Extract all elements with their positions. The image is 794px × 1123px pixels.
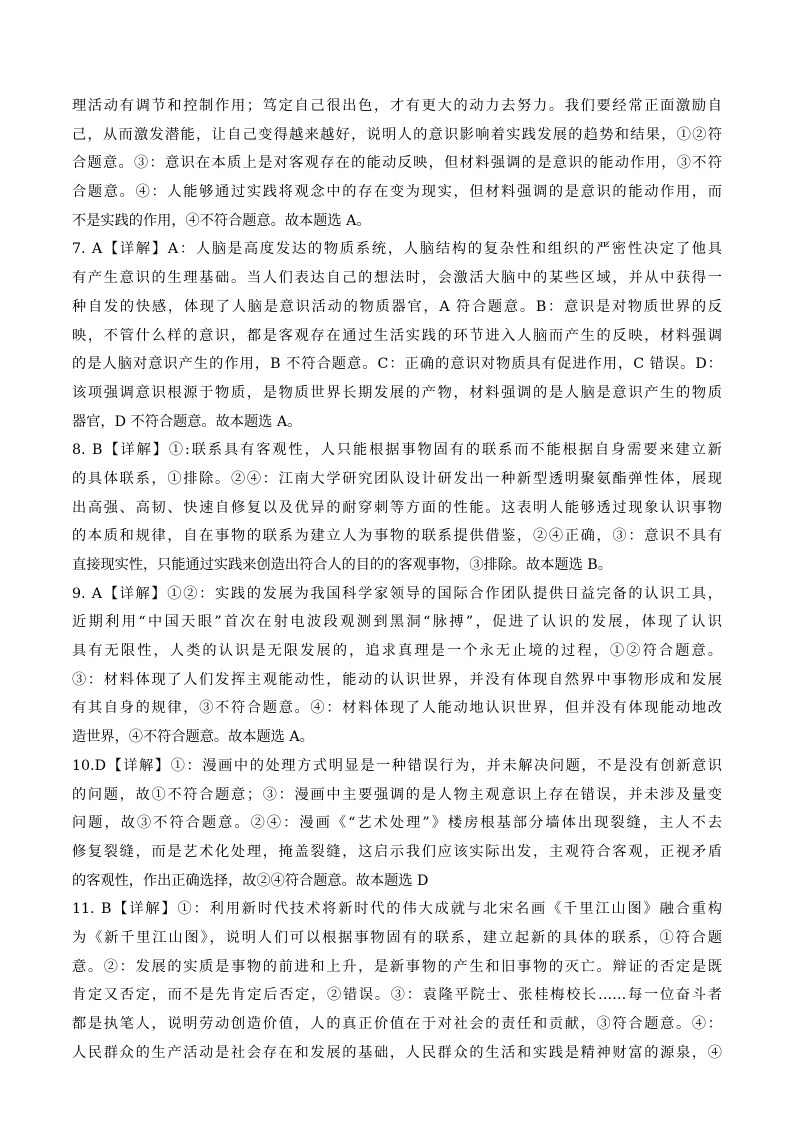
text-line: 意。②：发展的实质是事物的前进和上升，是新事物的产生和旧事物的灭亡。辩证的否定是既: [72, 958, 722, 975]
text-line: 人民群众的生产活动是社会存在和发展的基础，人民群众的生活和实践是精神财富的源泉，④: [72, 1044, 722, 1061]
text-line: 都是执笔人，说明劳动创造价值，人的真正价值在于对社会的责任和贡献，③符合题意。④：: [72, 1016, 722, 1032]
question-10-start: 10.D【详解】①：漫画中的处理方式明显是一种错误行为，并未解决问题，不是没有创新意识: [72, 757, 722, 774]
text-line: 的问题，故①不符合题意；③：漫画中主要强调的是人物主观意识上存在错误，并未涉及量变: [72, 786, 722, 803]
text-line: 己，从而激发潜能，让自己变得越来越好，说明人的意识影响着实践发展的趋势和结果，①②符: [72, 126, 722, 143]
question-9-start: 9. A【详解】①②：实践的发展为我国科学家领导的国际合作团队提供日益完备的认识工具，: [72, 585, 722, 602]
text-line: ③：材料体现了人们发挥主观能动性，能动的认识世界，并没有体现自然界中事物形成和发展: [72, 671, 722, 688]
text-line: 为《新千里江山图》，说明人们可以根据事物固有的联系，建立起新的具体的联系，①符合题: [72, 929, 722, 946]
text-line: 的本质和规律，自在事物的联系为建立人为事物的联系提供借鉴，②④正确，③：意识不具有: [72, 528, 722, 545]
text-line: 合题意。③：意识在本质上是对客观存在的能动反映，但材料强调的是意识的能动作用，③不符: [72, 155, 722, 172]
text-line: 的具体联系，①排除。②④：江南大学研究团队设计研发出一种新型透明聚氨酯弹性体，展现: [72, 470, 722, 487]
text-line: 造世界，④不符合题意。故本题选 A。: [72, 729, 314, 746]
text-line: 具有无限性，人类的认识是无限发展的，追求真理是一个永无止境的过程，①②符合题意。: [72, 643, 722, 660]
answer-explanations-body: [72, 92, 722, 1067]
text-line: 近期利用“中国天眼”首次在射电波段观测到黑洞“脉搏”，促进了认识的发展，体现了认识: [72, 614, 722, 631]
text-line: 问题，故③不符合题意。②④：漫画《“艺术处理”》楼房根基部分墙体出现裂缝，主人不去: [72, 815, 722, 832]
question-8-start: 8. B【详解】①:联系具有客观性，人只能根据事物固有的联系而不能根据自身需要来建立新: [72, 442, 722, 459]
text-line: 出高强、高韧、快速自修复以及优异的耐穿刺等方面的性能。这表明人能够透过现象认识事物: [72, 499, 722, 516]
text-line: 该项强调意识根源于物质，是物质世界长期发展的产物，材料强调的是人脑是意识产生的物质: [72, 384, 722, 401]
text-line: 不是实践的作用，④不符合题意。故本题选 A。: [72, 212, 371, 229]
text-line: 肯定又否定，而不是先肯定后否定，②错误。③：袁隆平院士、张桂梅校长……每一位奋斗者: [72, 987, 722, 1004]
text-line: 有产生意识的生理基础。当人们表达自己的想法时，会激活大脑中的某些区域，并从中获得一: [72, 270, 722, 287]
text-line: 种自发的快感，体现了人脑是意识活动的物质器官，A 符合题意。B：意识是对物质世界的反: [72, 298, 722, 315]
question-11-start: 11. B【详解】①：利用新时代技术将新时代的伟大成就与北宋名画《千里江山图》融合重构: [72, 901, 722, 918]
text-line: 的客观性，作出正确选择，故②④符合题意。故本题选 D: [72, 872, 429, 889]
text-line: 映，不管什么样的意识，都是客观存在通过生活实践的环节进入人脑而产生的反映，材料强调: [72, 327, 722, 344]
text-line: 直接现实性，只能通过实践来创造出符合人的目的的客观事物，③排除。故本题选 B。: [72, 557, 612, 573]
question-7-start: 7. A【详解】A：人脑是高度发达的物质系统，人脑结构的复杂性和组织的严密性决定了他具: [72, 241, 722, 258]
text-line: 理活动有调节和控制作用；笃定自己很出色，才有更大的动力去努力。我们要经常正面激励自: [72, 98, 722, 114]
text-line: 有其自身的规律，③不符合题意。④：材料体现了人能动地认识世界，但并没有体现能动地改: [72, 700, 722, 717]
text-line: 合题意。④：人能够通过实践将观念中的存在变为现实，但材料强调的是意识的能动作用，而: [72, 184, 722, 201]
text-line: 的是人脑对意识产生的作用，B 不符合题意。C：正确的意识对物质具有促进作用，C 错误。D：: [72, 356, 722, 373]
text-line: 修复裂缝，而是艺术化处理，掩盖裂缝，这启示我们应该实际出发，主观符合客观，正视矛盾: [72, 843, 722, 860]
text-line: 器官，D 不符合题意。故本题选 A。: [72, 413, 302, 430]
